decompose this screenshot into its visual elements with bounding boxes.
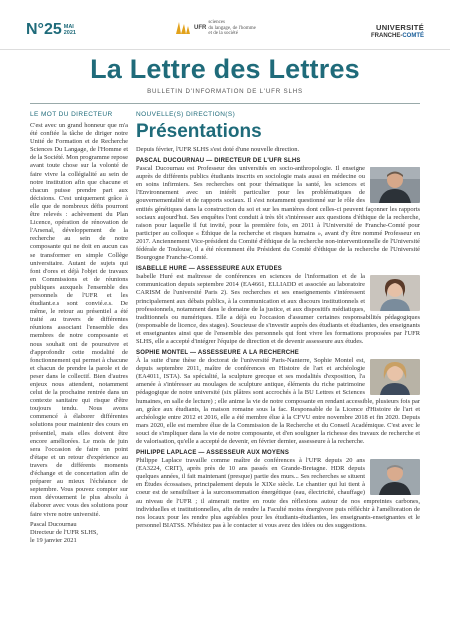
signature-date: le 19 janvier 2021 — [30, 536, 77, 544]
university-logo — [371, 24, 424, 40]
issue-date — [64, 24, 76, 36]
page-header — [0, 0, 450, 50]
person-bio: Philippe Laplace travaille comme maître de conférences à l'UFR depuis 20 ans (EA3224, CRIT), après près de 10 ans passés en Grande-Bretagne. HDR depuis quelques années, il fait maintenant (presque) partie des murs... Ses recherches se situent en Études écossaises, principalement depuis le XIXe siècle. Le chantier qui lui tient à coeur est de sensibiliser à la surconsommation énergétique (eau, électricité, chauffage) au niveau de l'UFR ; il aimerait mettre en route des réflexions autour de nos empreintes carbones, individuelles et institutionnelles, afin de rendre la Faculté moins énergivore puis réfléchir à l'amélioration de nos locaux pour les rendre plus agréables pour les étudiants-étudiantes, les enseignants-enseignantes et le personnel BIATSS. N'hésitez pas à le contacter si vous avez des idées ou des suggestions. — [136, 457, 420, 529]
presentations-heading: Présentations — [136, 121, 262, 142]
portrait-photo — [370, 459, 420, 495]
ufr-logo — [175, 20, 256, 37]
person-block — [136, 157, 420, 262]
portrait-photo — [370, 359, 420, 395]
signature-name: Pascal Ducournau — [30, 520, 77, 528]
person-bio: À la suite d'une thèse de doctorat de l'université Paris-Nanterre, Sophie Montel est, depuis septembre 2011, maître de conférences en Histoire de l'art et archéologie (EA4011, ISTA). Sa spécialité, la sculpture grecque et ses modalités d'exposition, l'a amenée à s'intéresser au moulages de sculpture antique, éléments du riche patrimoine pédagogique de notre université (six plâtres sont accrochés à la BU Lettres et Sciences humaines, en salle de lecture) ; elle anime la vie de notre composante en rendant accessible, plusieurs fois par an, grâce aux étudiants, la maison romaine sous la fac. Responsable de la Licence d'Histoire de l'art et archéologie entre 2012 et 2016, elle a été membre élue à la CFVU entre novembre 2018 et fin 2020. Depuis mars 2020, elle est membre élue de la Commission de la Recherche et du Conseil Académique. C'est avec le souci de s'impliquer dans la vie de notre composante, et d'en souligner la richesse des travaux de recherche et de valorisation, qu'elle a accepté de devenir, en février dernier, assesseure à la recherche. — [136, 357, 420, 445]
issue-number — [26, 22, 76, 38]
person-title: PASCAL DUCOURNAU — DIRECTEUR DE L'UFR SLHS — [136, 158, 301, 165]
portrait-photo — [370, 275, 420, 311]
ufr-subtitle — [208, 20, 256, 37]
ufr-subtitle-line: sciences — [208, 20, 226, 25]
presentations-intro: Depuis février, l'UFR SLHS s'est doté d'une nouvelle direction. — [136, 146, 300, 153]
portrait-photo — [370, 167, 420, 203]
issue-label: N°25 — [26, 21, 62, 38]
person-title: PHILIPPE LAPLACE — ASSESSEUR AUX MOYENS — [136, 450, 290, 457]
director-message: C'est avec un grand honneur que m'a été confiée la tâche de diriger notre Unité de Formation et de Recherche Sciences Du Langage, de l'Homme et de la Société. Mon programme repose avant toute chose sur la volonté de faire vivre la collégialité au sein de notre institution afin que chacune et chacun puisse prendre part aux décisions. C'est uniquement grâce à elle que de nombreux défis pourront être relevés : achèvement du Plan Licence, opération de rénovation de l'Arsenal, développement de la recherche au sein de notre composante qui ne doit en aucun cas se transformer en simple Collège universitaire. Autant de sujets qui font d'ores et déjà l'objet de travaux en Commissions et de réunions publiques auxquels l'ensemble des personnels de l'UFR et les étudiant.e.s sont convié.e.s. De même, le retour au présentiel a été traité au travers de différentes réunions associant l'ensemble des membres de notre composante et nous souhait ont de poursuivre et d'approfondir cette modalité de fonctionnement qui permet à chacune et chacun de prendre la parole et de peser dans le collectif. Bien d'autres enjeux nous attendent, notamment celui de la prochaine rentrée dans un contexte sanitaire qui risque d'être toujours tendu. Nous avons commencé à élaborer différentes solutions pour maintenir des cours en présentiel, mais elles doivent être encore améliorées. Le mois de juin sera l'occasion de faire un point d'étape et un retour d'expérience au travers de différents moments d'échange et de concertation afin de préparer au mieux l'échéance de septembre. Vous pouvez compter sur mon dévouement le plus absolu à élaborer avec vous des solutions pour faire vivre notre université. — [30, 122, 128, 518]
signature-role: Directeur de l'UFR SLHS, — [30, 528, 99, 536]
newsletter-title: La Lettre des Lettres — [90, 54, 360, 84]
university-name-part: COMTÉ — [402, 33, 424, 39]
divider — [30, 103, 420, 104]
ufr-subtitle-line: du langage, de l'homme — [208, 25, 256, 31]
person-title: ISABELLE HURÉ — ASSESSEURE AUX ÉTUDES — [136, 266, 282, 273]
ufr-subtitle-line: et de la société — [208, 31, 238, 36]
ufr-name: UFR — [194, 25, 207, 32]
presentations-column — [136, 110, 420, 530]
university-name-part: FRANCHE- — [370, 33, 403, 39]
newsletter-subtitle: BULLETIN D'INFORMATION DE L'UFR SLHS — [147, 88, 303, 95]
director-column — [30, 110, 128, 545]
presentations-section-heading: NOUVELLE(S) DIRECTION(S) — [136, 111, 236, 118]
person-bio: Pascal Ducournau est Professeur des universités en socio-anthropologie. Il enseigne auprès de différents publics étudiants inscrits en sociologie mais aussi en médecine ou en soins infirmiers. Ses recherches ont pour thématique la santé, les sciences et l'Environnement avec un intérêt particulier pour les problématiques de gouvernementalité et de rapports sociaux. Il s'est notamment questionné sur le rôle des entités génétiques dans la construction du soi et sur les manières dont celles-ci peuvent façonner les rapports sociaux aujourd'hui. Ses enquêtes l'ont conduit à très tôt s'intéresser aux questions d'éthique de la recherche, raison pour laquelle il fut invité, pour la première fois, en 2011 à l'Université de Franche-Comté pour participer au colloque « Éthique de la recherche et risques humains », avant d'y être nommé Professeur en 2017. Anciennement Vice-président du Comité d'éthique de la recherche non-interventionnelle de l'Université fédérale de Toulouse, il a été récemment élu Président du Comité d'éthique de la recherche de l'Université Bourgogne Franche-Comté. — [136, 165, 420, 262]
university-name-line1: UNIVERSITÉ — [375, 23, 424, 32]
director-signature — [30, 521, 128, 545]
issue-year: 2021 — [63, 30, 76, 36]
person-block — [136, 265, 420, 346]
person-block — [136, 349, 420, 446]
issue-month: MAI — [63, 24, 74, 30]
person-block — [136, 449, 420, 530]
person-title: SOPHIE MONTEL — ASSESSEURE À LA RECHERCHE — [136, 350, 299, 357]
university-name-line2 — [371, 32, 424, 40]
person-bio: Isabelle Huré est maîtresse de conférences en sciences de l'information et de la communication depuis septembre 2014 (EA4661, ELLIADD et associée au laboratoire CARISM de l'université Paris 2). Ses recherches et ses enseignements s'intéressent principalement aux débats publics, à la communication et aux discours institutionnels et professionnels, notamment dans le domaine de la justice, et aux dispositifs médiatiques, traditionnels ou numériques. Elle a déjà eu l'occasion d'assumer certaines responsabilités pédagogiques (responsable de licence, des stages). Soucieuse de s'investir auprès des étudiants et étudiantes, des enseignants et enseignantes ainsi que de l'ensemble des personnels qui font vivre les formations proposées par l'UFR SLHS, elle a accepté d'intégrer l'équipe de direction et de devenir assesseure aux études. — [136, 273, 420, 345]
director-section-heading: LE MOT DU DIRECTEUR — [30, 111, 113, 118]
ufr-emblem-icon — [175, 21, 191, 35]
